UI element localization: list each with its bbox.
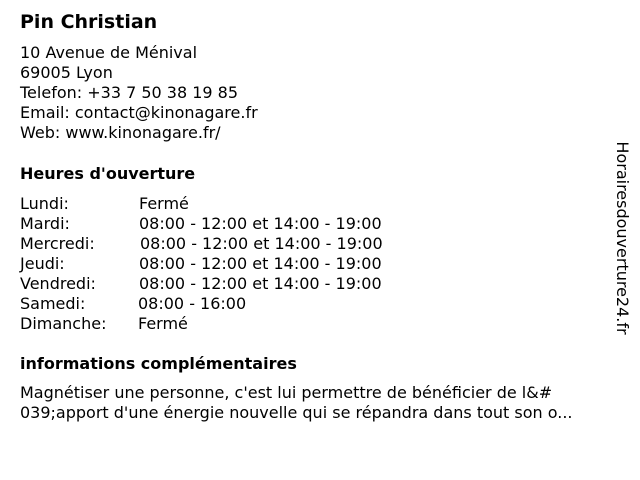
day-label: Mardi: — [20, 214, 70, 233]
hours-row-mardi — [20, 214, 440, 234]
site-watermark: Horairesdouverture24.fr — [613, 141, 632, 335]
address-city: 69005 Lyon — [20, 63, 113, 82]
day-hours: 08:00 - 12:00 et 14:00 - 19:00 — [140, 234, 383, 253]
day-label: Vendredi: — [20, 274, 96, 293]
hours-row-vendredi — [20, 274, 440, 294]
email-address: Email: contact@kinonagare.fr — [20, 103, 258, 122]
hours-table — [20, 194, 440, 334]
hours-row-lundi — [20, 194, 440, 214]
contact-block — [20, 43, 258, 143]
address-street: 10 Avenue de Ménival — [20, 43, 198, 62]
phone-number: Telefon: +33 7 50 38 19 85 — [20, 83, 239, 102]
info-description — [20, 383, 630, 423]
day-hours: Fermé — [139, 194, 189, 213]
day-label: Mercredi: — [20, 234, 95, 253]
day-hours: 08:00 - 12:00 et 14:00 - 19:00 — [139, 254, 382, 273]
day-label: Jeudi: — [20, 254, 65, 273]
day-label: Lundi: — [20, 194, 69, 213]
hours-row-jeudi — [20, 254, 440, 274]
day-label: Samedi: — [20, 294, 86, 313]
business-name: Pin Christian — [20, 11, 158, 33]
day-hours: Fermé — [138, 314, 188, 333]
info-line: 039;apport d'une énergie nouvelle qui se répandra dans tout son o... — [20, 403, 573, 422]
day-hours: 08:00 - 16:00 — [138, 294, 247, 313]
info-heading: informations complémentaires — [20, 354, 297, 373]
day-label: Dimanche: — [20, 314, 107, 333]
day-hours: 08:00 - 12:00 et 14:00 - 19:00 — [139, 214, 382, 233]
hours-row-samedi — [20, 294, 440, 314]
hours-row-mercredi — [20, 234, 440, 254]
website-url: Web: www.kinonagare.fr/ — [20, 123, 221, 142]
info-line: Magnétiser une personne, c'est lui permettre de bénéficier de l&# — [20, 383, 553, 402]
hours-row-dimanche — [20, 314, 440, 334]
hours-heading: Heures d'ouverture — [20, 164, 196, 183]
day-hours: 08:00 - 12:00 et 14:00 - 19:00 — [139, 274, 382, 293]
